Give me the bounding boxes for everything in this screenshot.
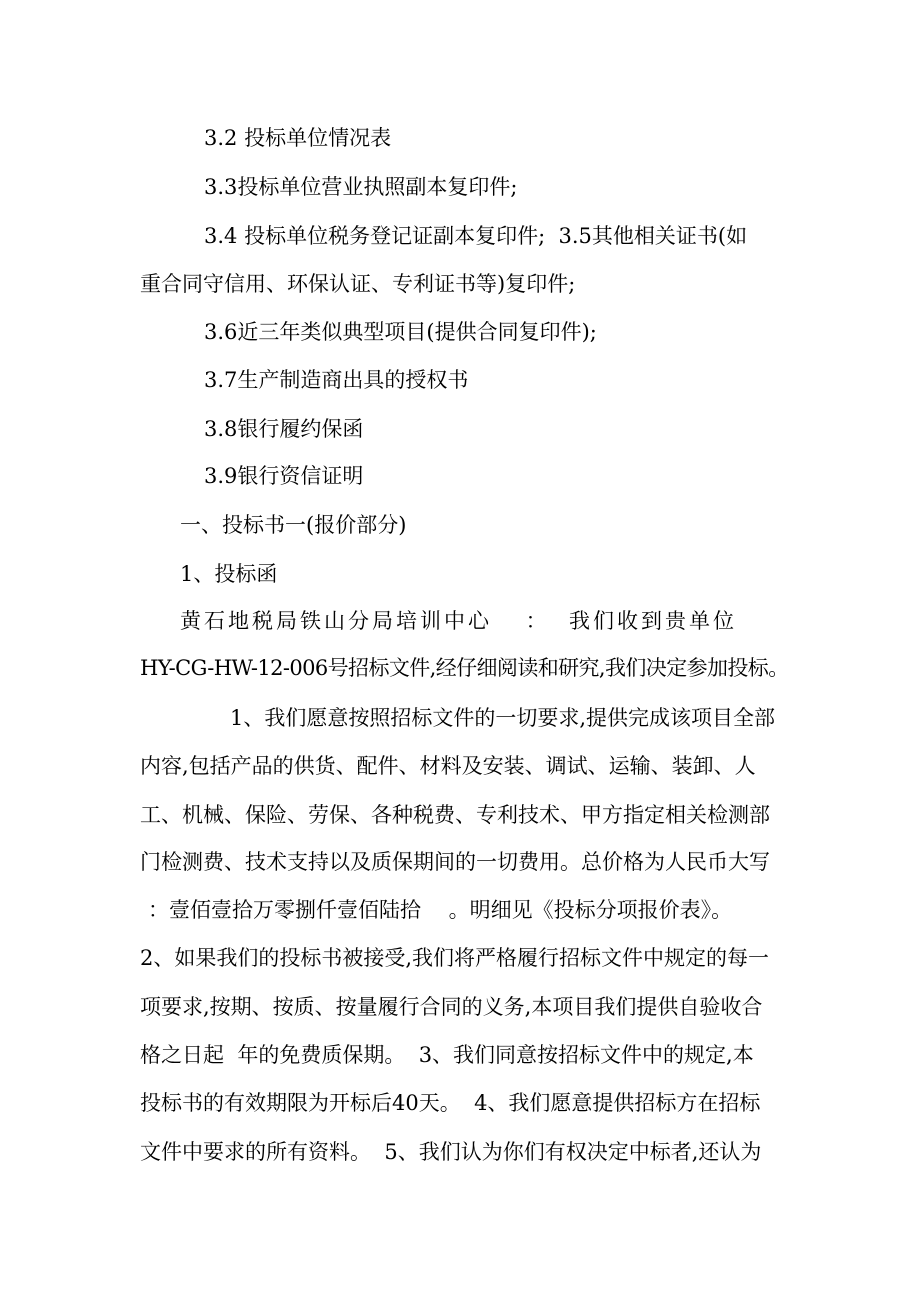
text-line: 门检测费、技术支持以及质保期间的一切费用。总价格为人民币大写 (140, 850, 770, 874)
text-line: 工、机械、保险、劳保、各种税费、专利技术、甲方指定相关检测部 (140, 803, 770, 827)
section-heading: 一、投标书一(报价部分) (180, 513, 407, 537)
text-line: 3.4 投标单位税务登记证副本复印件; 3.5其他相关证书(如 (204, 224, 748, 248)
text-line: 格之日起 年的免费质保期。 3、我们同意按招标文件中的规定,本 (140, 1043, 754, 1067)
text-line: 3.6近三年类似典型项目(提供合同复印件); (204, 320, 597, 344)
text-line: HY-CG-HW-12-006号招标文件,经仔细阅读和研究,我们决定参加投标。 (140, 656, 789, 680)
text-line: 3.8银行履约保函 (204, 417, 364, 441)
text-line: 文件中要求的所有资料。 5、我们认为你们有权决定中标者,还认为 (140, 1140, 762, 1164)
text-line: 3.7生产制造商出具的授权书 (204, 368, 469, 392)
text-line: 项要求,按期、按质、按量履行合同的义务,本项目我们提供自验收合 (140, 995, 763, 1019)
text-line: ：壹佰壹拾万零捌仟壹佰陆拾 。明细见《投标分项报价表》。 (148, 898, 733, 922)
text-line: 3.3投标单位营业执照副本复印件; (204, 175, 518, 199)
text-line: 黄石地税局铁山分局培训中心 ： 我们收到贵单位 (180, 609, 738, 633)
text-line: 3.9银行资信证明 (204, 464, 364, 488)
text-line: 重合同守信用、环保认证、专利证书等)复印件; (140, 272, 576, 296)
text-line: 投标书的有效期限为开标后40天。 4、我们愿意提供招标方在招标 (140, 1091, 761, 1115)
text-line: 3.2 投标单位情况表 (204, 126, 392, 150)
text-line: 1、我们愿意按照招标文件的一切要求,提供完成该项目全部 (230, 706, 776, 730)
text-line: 2、如果我们的投标书被接受,我们将严格履行招标文件中规定的每一 (140, 946, 770, 970)
text-line: 内容,包括产品的供货、配件、材料及安装、调试、运输、装卸、人 (140, 754, 756, 778)
subsection-heading: 1、投标函 (180, 562, 278, 586)
